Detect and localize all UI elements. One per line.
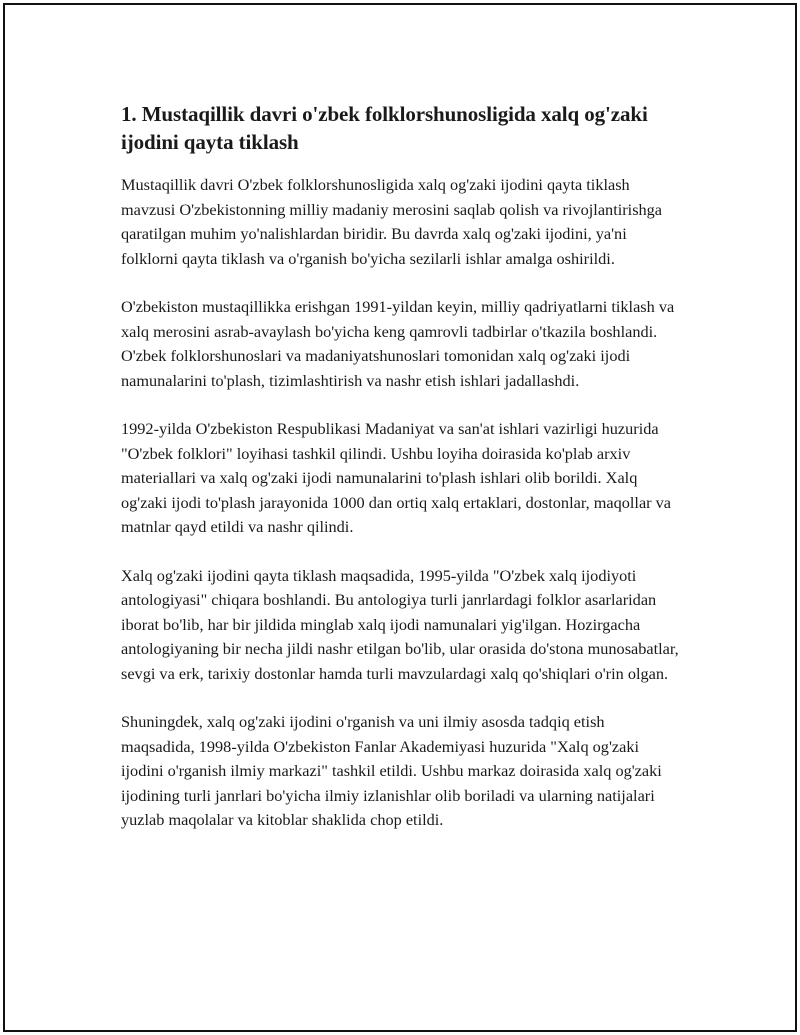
page-frame [3, 3, 797, 1032]
paragraph-3: 1992-yilda O'zbekiston Respublikasi Madaniyat va san'at ishlari vazirligi huzurida "O'zbek folklori" loyihasi tashkil qilindi. Ushbu loyiha doirasida ko'plab arxiv materiallari va xalq og'zaki ijodi namunalarini to'plash ishlari olib borildi. Xalq og'zaki ijodi to'plash jarayonida 1000 dan ortiq xalq ertaklari, dostonlar, maqollar va matnlar qayd etildi va nashr qilindi. [121, 419, 672, 536]
paragraph-4: Xalq og'zaki ijodini qayta tiklash maqsadida, 1995-yilda "O'zbek xalq ijodiyoti antologiyasi" chiqara boshlandi. Bu antologiya turli janrlardagi folklor asarlaridan iborat bo'lib, har bir jildida minglab xalq ijodi namunalari yig'ilgan. Hozirgacha antologiyaning bir necha jildi nashr etilgan bo'lib, ular orasida do'stona munosabatlar, sevgi va erk, tarixiy dostonlar hamda turli mavzulardagi xalq qo'shiqlari o'rin olgan. [121, 565, 679, 683]
section-heading: 1. Mustaqillik davri o'zbek folklorshunosligida xalq og'zaki ijodini qayta tiklash [121, 102, 648, 154]
paragraph-2: O'zbekiston mustaqillikka erishgan 1991-yildan keyin, milliy qadriyatlarni tiklash va xalq merosini asrab-avaylash bo'yicha keng qamrovli tadbirlar o'tkazila boshlandi. O'zbek folklorshunoslari va madaniyatshunoslari tomonidan xalq og'zaki ijodi namunalarini to'plash, tizimlashtirish va nashr etish ishlari jadallashdi. [121, 297, 675, 390]
paragraph-1: Mustaqillik davri O'zbek folklorshunosligida xalq og'zaki ijodini qayta tiklash mavzusi O'zbekistonning milliy madaniy merosini saqlab qolish va rivojlantirishga qaratilgan muhim yo'nalishlardan biridir. Bu davrda xalq og'zaki ijodini, ya'ni folklorni qayta tiklash va o'rganish bo'yicha sezilarli ishlar amalga oshirildi. [121, 175, 663, 268]
paragraph-5: Shuningdek, xalq og'zaki ijodini o'rganish va uni ilmiy asosda tadqiq etish maqsadida, 1998-yilda O'zbekiston Fanlar Akademiyasi huzurida "Xalq og'zaki ijodini o'rganish ilmiy markazi" tashkil etildi. Ushbu markaz doirasida xalq og'zaki ijodining turli janrlari bo'yicha ilmiy izlanishlar olib boriladi va ularning natijalari yuzlab maqolalar va kitoblar shaklida chop etildi. [121, 712, 662, 829]
document-body [121, 100, 681, 857]
